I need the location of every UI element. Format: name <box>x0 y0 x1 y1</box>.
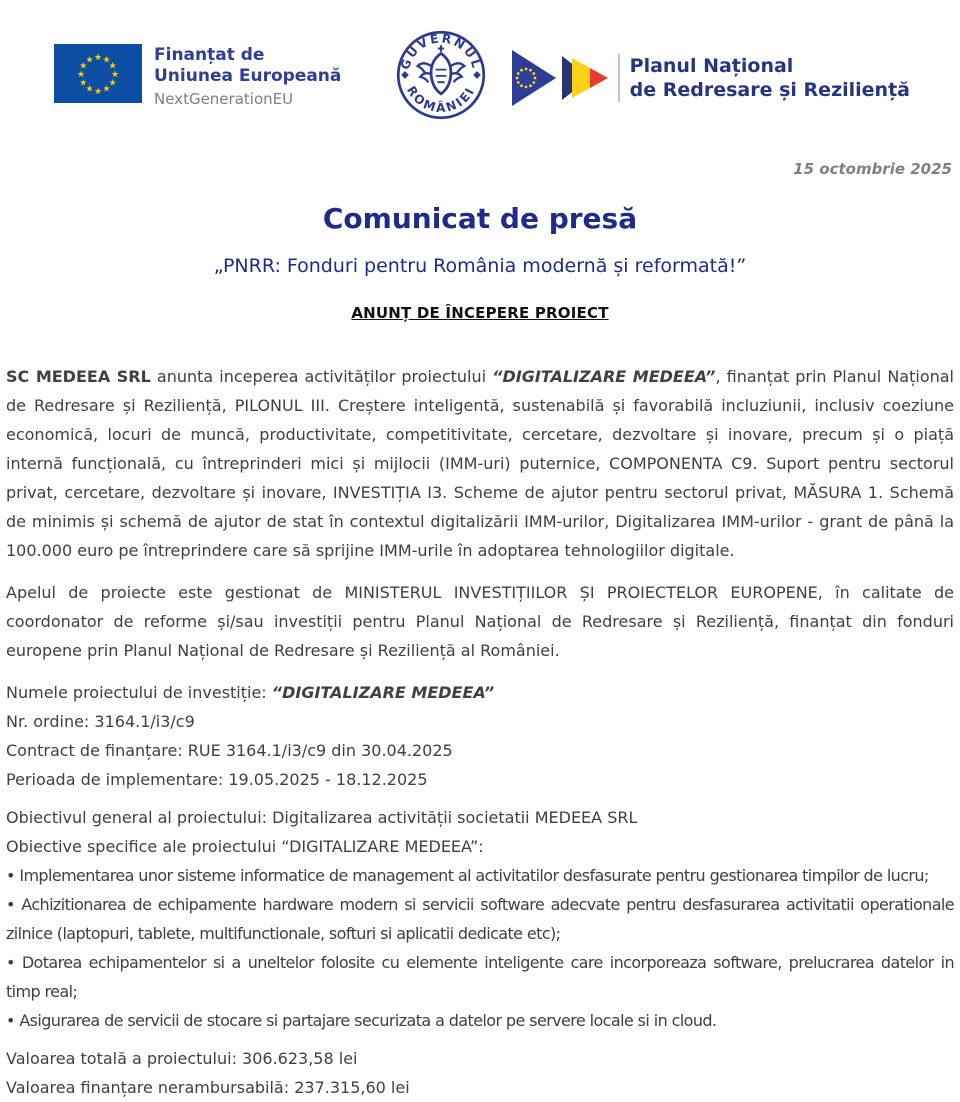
svg-text:★: ★ <box>93 53 103 63</box>
paragraph-intro-text: anunta inceperea activităților proiectului <box>150 367 493 386</box>
specific-objectives-intro: Obiective specifice ale proiectului “DIGITALIZARE MEDEEA”: <box>6 837 484 856</box>
project-name-value: “DIGITALIZARE MEDEEA” <box>271 683 495 702</box>
objective-bullet: • Achizitionarea de echipamente hardware modern si servicii software adecvate pentru desfasurarea activitatii operationale zilnice (laptopuri, tablete, multifunctionale, softuri si aplicatii dedicate etc); <box>6 895 954 943</box>
pnrr-logo-line2: de Redresare și Reziliență <box>629 79 910 101</box>
period-line: Perioada de implementare: 19.05.2025 - 18.12.2025 <box>6 770 428 789</box>
pnrr-logo-text <box>618 54 910 102</box>
header-logos <box>6 0 954 130</box>
project-values <box>6 1044 954 1102</box>
svg-text:★: ★ <box>108 78 117 89</box>
svg-text:★: ★ <box>110 70 120 80</box>
order-number-line: Nr. ordine: 3164.1/i3/c9 <box>6 712 195 731</box>
eu-logo-line1: Finanțat de <box>154 45 265 65</box>
svg-text:★: ★ <box>76 70 86 80</box>
project-name-label: Numele proiectului de investiție: <box>6 683 272 702</box>
announcement-heading: ANUNȚ DE ÎNCEPERE PROIECT <box>351 304 609 322</box>
general-objective-line: Obiectivul general al proiectului: Digitalizarea activității societatii MEDEEA SRL <box>6 808 638 827</box>
svg-text:★: ★ <box>102 84 111 95</box>
announcement-row <box>6 303 954 322</box>
eu-logo-line2: Uniunea Europeană <box>154 66 342 86</box>
paragraph-intro-rest: , finanțat prin Planul Național de Redresare și Reziliență, PILONUL III. Creștere inteligentă, sustenabilă și favorabilă incluziunii, inclusiv coeziune economică, locuri de muncă, productivitate, competitivitate, cercetare, dezvoltare și inovare, precum și o piață internă funcțională, cu întreprinderi mici și mijlocii (IMM-uri) puternice, COMPONENTA C9. Suport pentru sectorul privat, cercetare, dezvoltare și inovare, INVESTIȚIA I3. Scheme de ajutor pentru sectorul privat, MĂSURA 1. Schemă de minimis și schemă de ajutor de stat în contextul digitalizării IMM-urilor, Digitalizarea IMM-urilor - grant de până la 100.000 euro pe întreprindere care să sprijine IMM-urile în adoptarea tehnologiilor digitale. <box>6 367 955 560</box>
paragraph-ministry: Apelul de proiecte este gestionat de MINISTERUL INVESTIȚIILOR ȘI PROIECTELOR EUROPENE, în calitate de coordonator de reforme și/sau investiții pentru Planul Național de Redresare și Reziliență, finanțat din fonduri europene prin Planul Național de Redresare și Reziliență al României. <box>6 583 954 660</box>
project-name: “DIGITALIZARE MEDEEA” <box>492 367 716 386</box>
pnrr-logo <box>510 46 910 110</box>
objective-bullet: • Dotarea echipamentelor si a uneltelor folosite cu elemente inteligente care incorporeaza software, prelucrarea datelor in timp real; <box>6 953 954 1001</box>
svg-text:★: ★ <box>108 61 117 72</box>
objectives-section <box>6 803 954 1035</box>
pnrr-logo-line1: Planul Național <box>629 55 794 77</box>
project-name-line <box>6 678 954 707</box>
paragraph-intro <box>6 362 954 565</box>
eu-flag-icon <box>54 44 142 103</box>
page-title: Comunicat de presă <box>322 202 638 235</box>
svg-text:★: ★ <box>85 55 94 66</box>
eu-logo-line3: NextGenerationEU <box>154 90 294 108</box>
objective-bullet: • Implementarea unor sisteme informatice de management al activitatilor desfasurate pentru gestionarea timpilor de lucru; <box>6 866 929 885</box>
eu-logo-text <box>154 44 341 108</box>
eu-funding-logo <box>54 44 341 108</box>
gov-romania-seal-icon <box>396 30 486 120</box>
seal-bottom-text: ROMÂNIEI <box>403 83 478 116</box>
document-date: 15 octombrie 2025 <box>793 160 952 178</box>
contract-line: Contract de finanțare: RUE 3164.1/i3/c9 din 30.04.2025 <box>6 741 453 760</box>
pnrr-triangles-icon <box>510 46 610 110</box>
grant-value-line: Valoarea finanțare nerambursabilă: 237.315,60 lei <box>6 1078 410 1097</box>
page-subtitle: „PNRR: Fonduri pentru România modernă și reformată!” <box>213 255 747 277</box>
svg-text:★: ★ <box>102 55 111 66</box>
svg-text:★: ★ <box>79 78 88 89</box>
total-value-line: Valoarea totală a proiectului: 306.623,58 lei <box>6 1049 358 1068</box>
document-body <box>6 362 954 1102</box>
svg-text:★: ★ <box>79 61 88 72</box>
svg-text:★: ★ <box>93 87 103 97</box>
project-details <box>6 678 954 794</box>
svg-text:★: ★ <box>85 84 94 95</box>
eagle-emblem-icon <box>417 45 464 94</box>
seal-top-text: GUVERNUL <box>397 31 484 72</box>
objective-bullet: • Asigurarea de servicii de stocare si partajare securizata a datelor pe servere locale si in cloud. <box>6 1011 717 1030</box>
government-seal <box>396 30 486 124</box>
company-name: SC MEDEEA SRL <box>6 367 151 386</box>
